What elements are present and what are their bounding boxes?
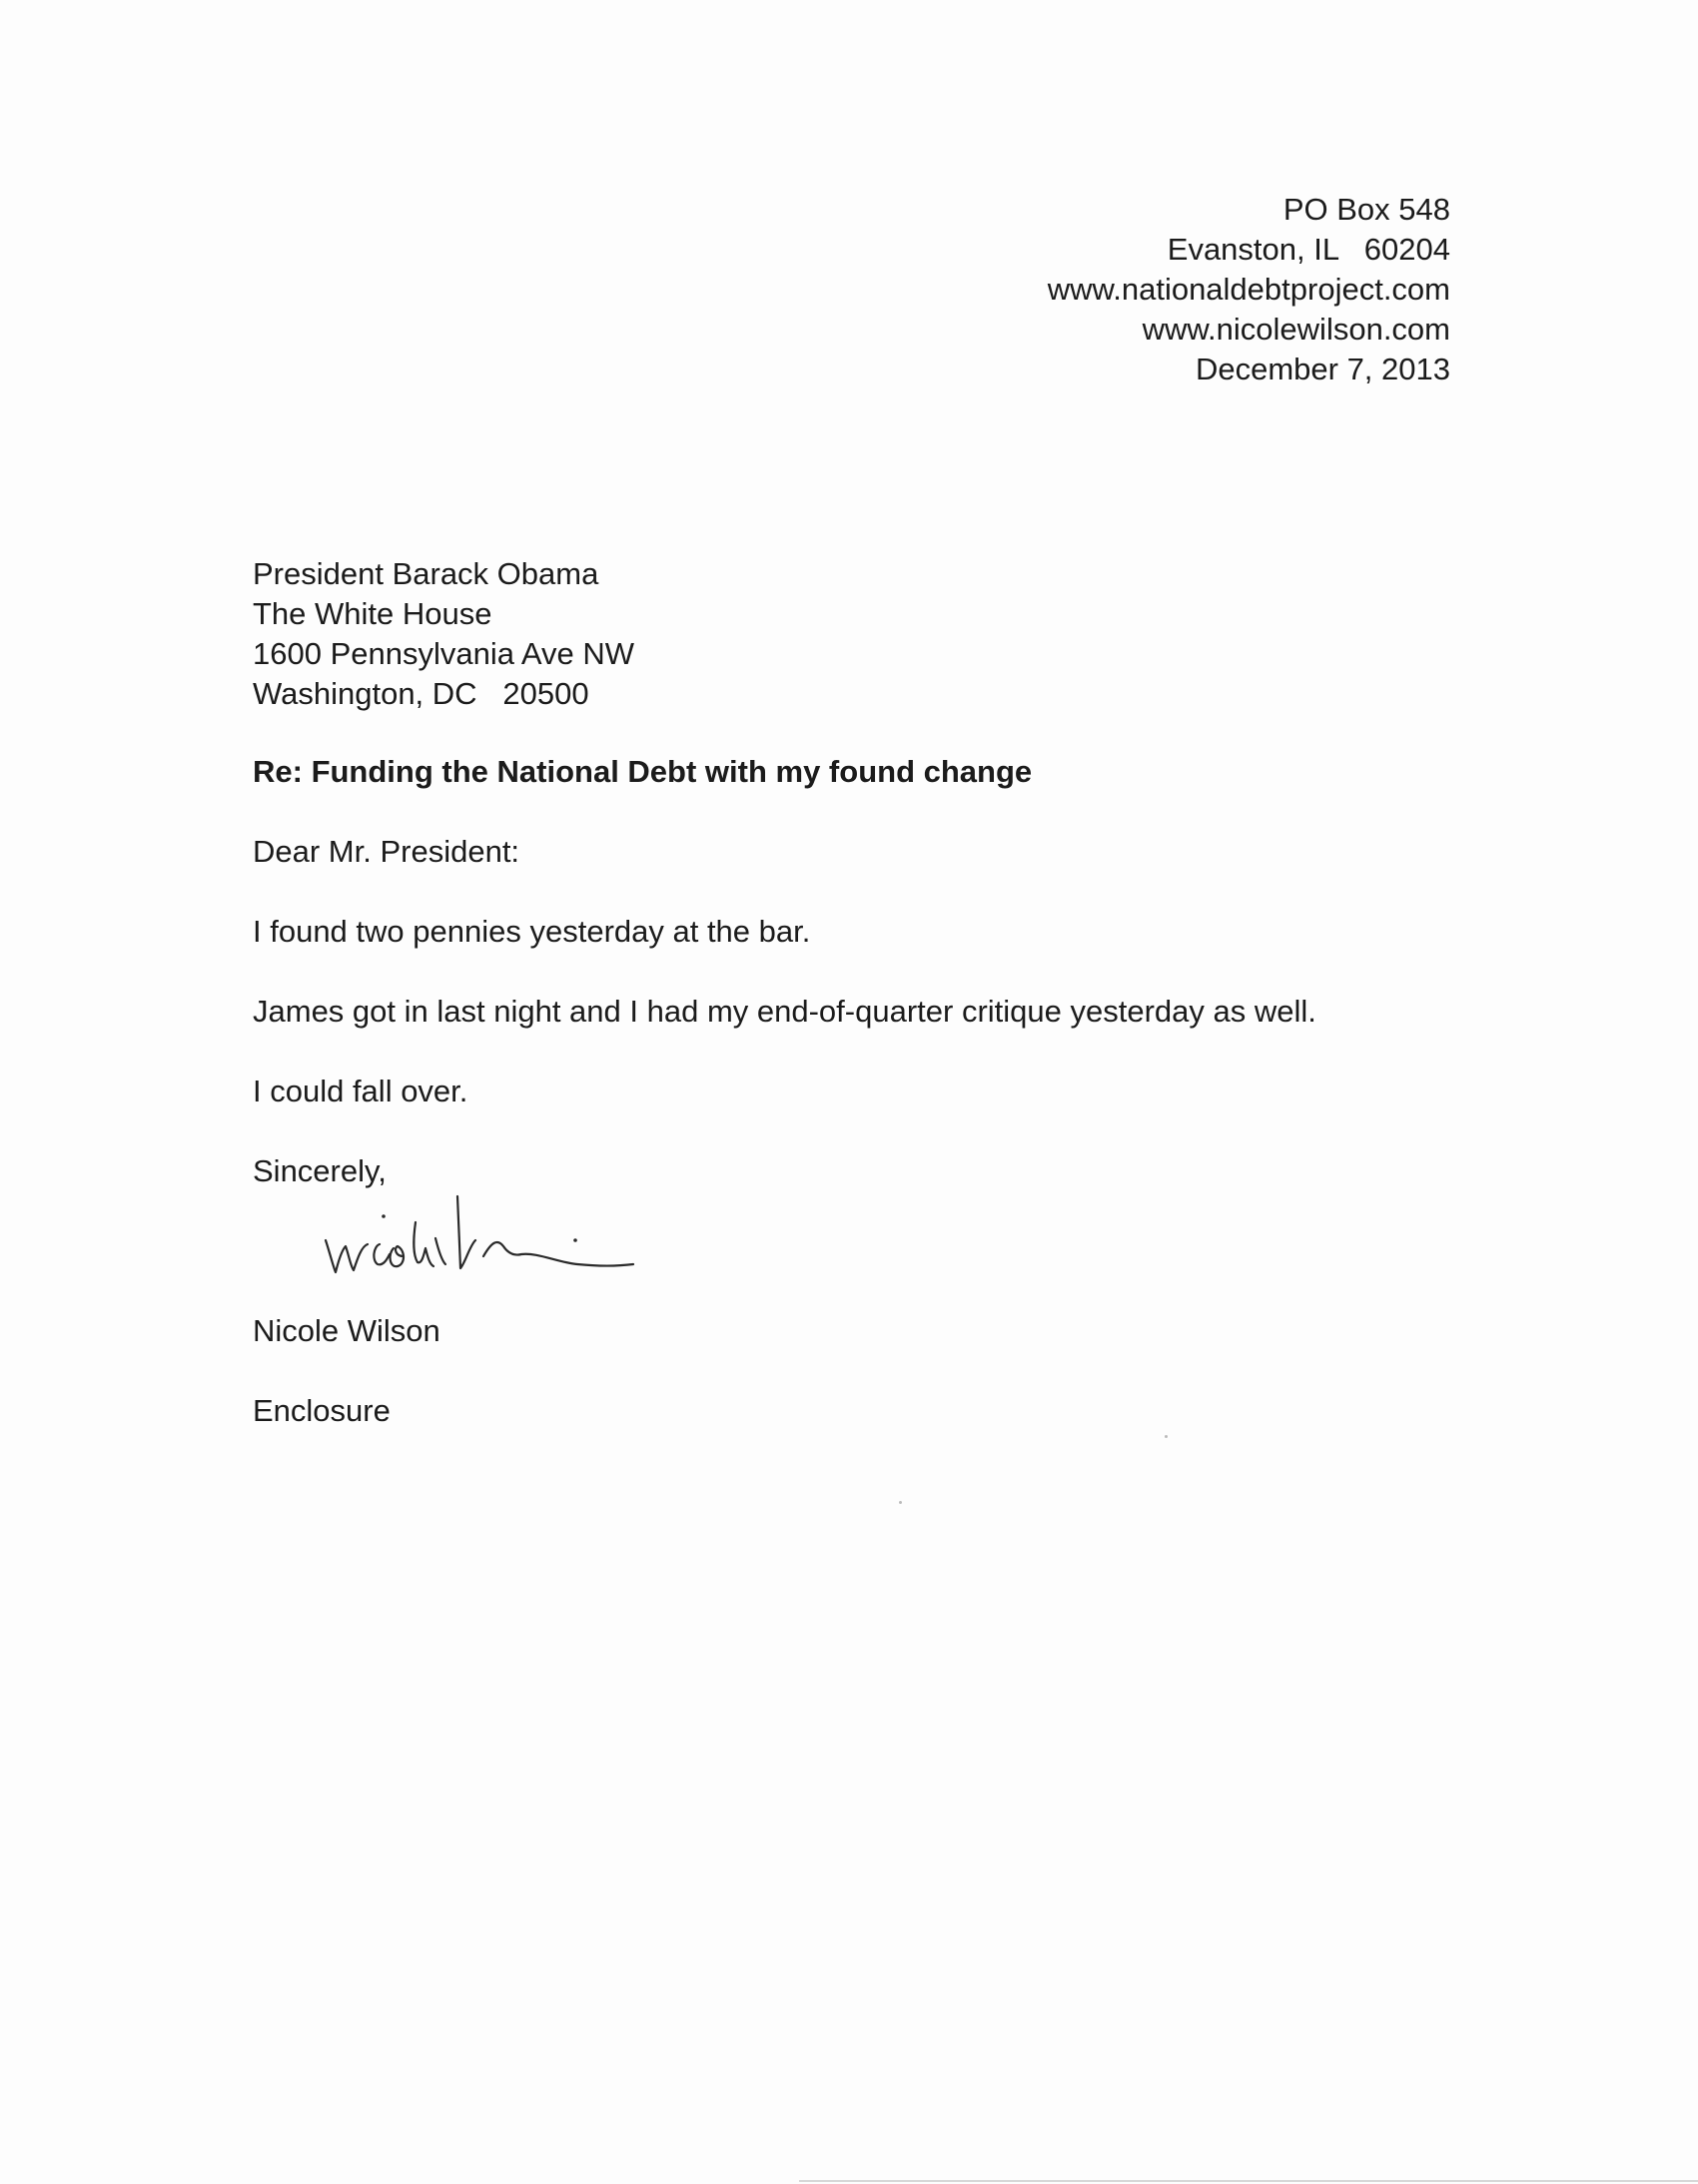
- scan-edge-line: [799, 2180, 1698, 2182]
- sender-website-1: www.nationaldebtproject.com: [1047, 272, 1450, 307]
- salutation: Dear Mr. President:: [253, 834, 520, 869]
- body-paragraph-1: I found two pennies yesterday at the bar.: [253, 914, 811, 949]
- recipient-address-block: [253, 554, 634, 714]
- letter-date: December 7, 2013: [1195, 352, 1450, 386]
- closing: Sincerely,: [253, 1153, 387, 1188]
- handwritten-signature: [318, 1176, 737, 1291]
- scan-speck: [1165, 1435, 1168, 1438]
- sender-website-2: www.nicolewilson.com: [1142, 312, 1450, 347]
- sender-address-block: [1048, 190, 1450, 389]
- sender-city-state-zip: Evanston, IL 60204: [1167, 232, 1450, 267]
- recipient-name: President Barack Obama: [253, 556, 599, 591]
- scan-speck: [899, 1501, 902, 1504]
- subject-line: Re: Funding the National Debt with my found change: [253, 754, 1033, 789]
- signer-name: Nicole Wilson: [253, 1313, 440, 1348]
- sender-po-box: PO Box 548: [1282, 192, 1450, 227]
- body-paragraph-3: I could fall over.: [253, 1074, 468, 1108]
- recipient-street: 1600 Pennsylvania Ave NW: [253, 636, 634, 671]
- recipient-city-state-zip: Washington, DC 20500: [253, 676, 589, 711]
- recipient-organization: The White House: [253, 596, 492, 631]
- body-paragraph-2: James got in last night and I had my end-of-quarter critique yesterday as well.: [253, 994, 1316, 1029]
- enclosure-note: Enclosure: [253, 1393, 391, 1428]
